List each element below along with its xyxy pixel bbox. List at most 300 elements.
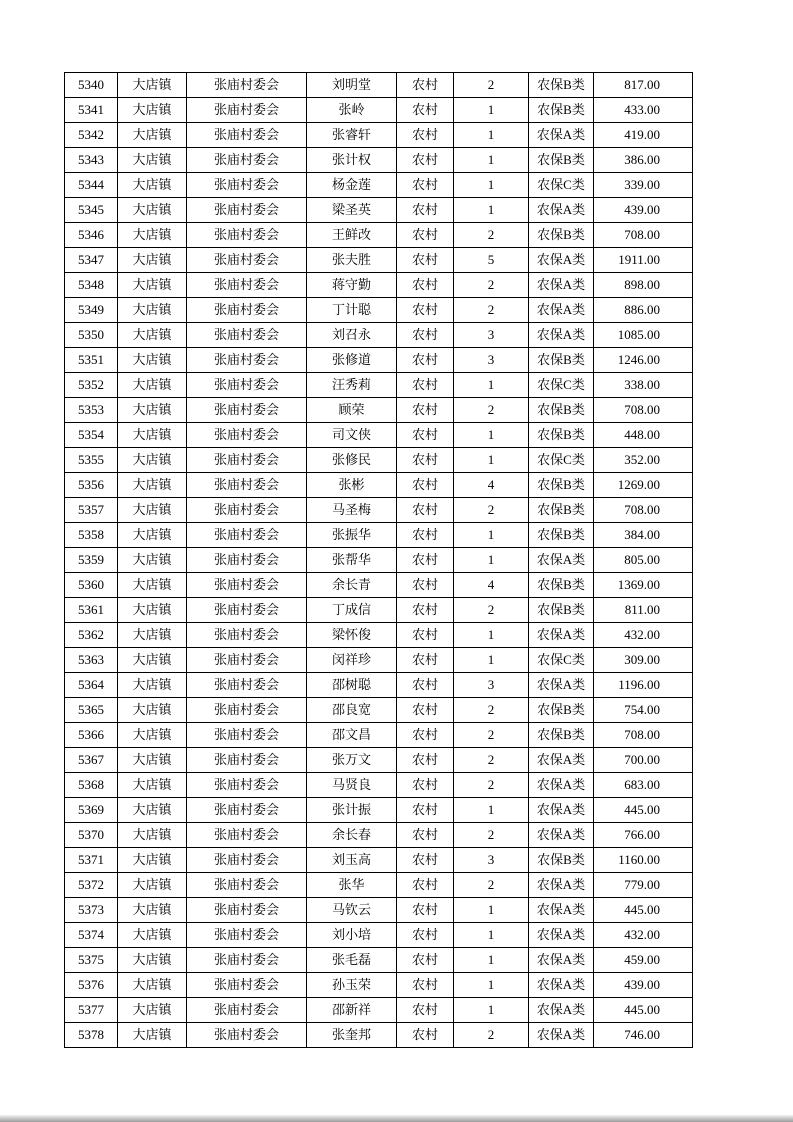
cell-insurance: 农保B类 — [529, 73, 594, 98]
cell-town: 大店镇 — [118, 848, 187, 873]
cell-insurance: 农保C类 — [529, 448, 594, 473]
cell-count: 2 — [454, 273, 529, 298]
cell-amount: 708.00 — [594, 723, 693, 748]
cell-insurance: 农保A类 — [529, 623, 594, 648]
table-row — [65, 598, 693, 623]
cell-insurance: 农保B类 — [529, 573, 594, 598]
cell-town: 大店镇 — [118, 448, 187, 473]
cell-category: 农村 — [397, 623, 454, 648]
cell-count: 2 — [454, 748, 529, 773]
cell-village: 张庙村委会 — [187, 773, 307, 798]
cell-count: 1 — [454, 98, 529, 123]
cell-id: 5345 — [65, 198, 118, 223]
cell-category: 农村 — [397, 748, 454, 773]
cell-amount: 1160.00 — [594, 848, 693, 873]
cell-id: 5368 — [65, 773, 118, 798]
cell-category: 农村 — [397, 723, 454, 748]
cell-amount: 1196.00 — [594, 673, 693, 698]
cell-amount: 1369.00 — [594, 573, 693, 598]
cell-name: 张夫胜 — [307, 248, 397, 273]
cell-id: 5366 — [65, 723, 118, 748]
cell-insurance: 农保A类 — [529, 248, 594, 273]
cell-category: 农村 — [397, 673, 454, 698]
cell-category: 农村 — [397, 923, 454, 948]
cell-count: 1 — [454, 798, 529, 823]
table-row — [65, 573, 693, 598]
cell-count: 2 — [454, 723, 529, 748]
cell-id: 5362 — [65, 623, 118, 648]
cell-id: 5377 — [65, 998, 118, 1023]
cell-category: 农村 — [397, 998, 454, 1023]
cell-count: 3 — [454, 323, 529, 348]
cell-id: 5369 — [65, 798, 118, 823]
cell-town: 大店镇 — [118, 148, 187, 173]
cell-insurance: 农保B类 — [529, 348, 594, 373]
cell-village: 张庙村委会 — [187, 823, 307, 848]
cell-count: 1 — [454, 948, 529, 973]
cell-town: 大店镇 — [118, 873, 187, 898]
cell-name: 余长春 — [307, 823, 397, 848]
table-row — [65, 248, 693, 273]
cell-village: 张庙村委会 — [187, 798, 307, 823]
cell-insurance: 农保A类 — [529, 898, 594, 923]
cell-insurance: 农保B类 — [529, 473, 594, 498]
cell-town: 大店镇 — [118, 773, 187, 798]
cell-id: 5342 — [65, 123, 118, 148]
cell-amount: 766.00 — [594, 823, 693, 848]
cell-count: 2 — [454, 598, 529, 623]
table-body — [65, 73, 693, 1048]
table-row — [65, 448, 693, 473]
cell-village: 张庙村委会 — [187, 498, 307, 523]
cell-village: 张庙村委会 — [187, 273, 307, 298]
cell-insurance: 农保B类 — [529, 848, 594, 873]
table-row — [65, 348, 693, 373]
cell-name: 张毛磊 — [307, 948, 397, 973]
cell-village: 张庙村委会 — [187, 873, 307, 898]
cell-insurance: 农保A类 — [529, 123, 594, 148]
cell-category: 农村 — [397, 498, 454, 523]
cell-town: 大店镇 — [118, 898, 187, 923]
cell-name: 余长青 — [307, 573, 397, 598]
cell-count: 1 — [454, 448, 529, 473]
cell-id: 5360 — [65, 573, 118, 598]
cell-id: 5346 — [65, 223, 118, 248]
table-row — [65, 148, 693, 173]
cell-id: 5375 — [65, 948, 118, 973]
cell-amount: 386.00 — [594, 148, 693, 173]
cell-town: 大店镇 — [118, 673, 187, 698]
table-row — [65, 1023, 693, 1048]
cell-amount: 1911.00 — [594, 248, 693, 273]
cell-town: 大店镇 — [118, 623, 187, 648]
cell-name: 邵良宽 — [307, 698, 397, 723]
cell-category: 农村 — [397, 348, 454, 373]
cell-count: 1 — [454, 373, 529, 398]
cell-name: 张彬 — [307, 473, 397, 498]
cell-count: 1 — [454, 523, 529, 548]
cell-village: 张庙村委会 — [187, 998, 307, 1023]
table-row — [65, 798, 693, 823]
cell-category: 农村 — [397, 98, 454, 123]
cell-id: 5357 — [65, 498, 118, 523]
cell-count: 1 — [454, 173, 529, 198]
cell-id: 5371 — [65, 848, 118, 873]
cell-town: 大店镇 — [118, 223, 187, 248]
cell-amount: 779.00 — [594, 873, 693, 898]
cell-amount: 445.00 — [594, 798, 693, 823]
cell-insurance: 农保B类 — [529, 98, 594, 123]
cell-category: 农村 — [397, 848, 454, 873]
table-row — [65, 548, 693, 573]
cell-category: 农村 — [397, 323, 454, 348]
cell-id: 5341 — [65, 98, 118, 123]
cell-id: 5370 — [65, 823, 118, 848]
cell-insurance: 农保B类 — [529, 223, 594, 248]
cell-id: 5343 — [65, 148, 118, 173]
cell-id: 5348 — [65, 273, 118, 298]
cell-category: 农村 — [397, 898, 454, 923]
cell-id: 5373 — [65, 898, 118, 923]
table-row — [65, 923, 693, 948]
cell-insurance: 农保B类 — [529, 423, 594, 448]
cell-count: 2 — [454, 223, 529, 248]
cell-town: 大店镇 — [118, 123, 187, 148]
cell-town: 大店镇 — [118, 373, 187, 398]
cell-name: 梁怀俊 — [307, 623, 397, 648]
cell-category: 农村 — [397, 73, 454, 98]
cell-count: 1 — [454, 623, 529, 648]
cell-village: 张庙村委会 — [187, 973, 307, 998]
table-row — [65, 898, 693, 923]
cell-amount: 459.00 — [594, 948, 693, 973]
cell-village: 张庙村委会 — [187, 548, 307, 573]
cell-name: 张岭 — [307, 98, 397, 123]
cell-category: 农村 — [397, 173, 454, 198]
cell-insurance: 农保A类 — [529, 673, 594, 698]
cell-insurance: 农保B类 — [529, 523, 594, 548]
cell-category: 农村 — [397, 198, 454, 223]
cell-village: 张庙村委会 — [187, 123, 307, 148]
cell-count: 1 — [454, 998, 529, 1023]
cell-village: 张庙村委会 — [187, 323, 307, 348]
cell-count: 1 — [454, 198, 529, 223]
cell-category: 农村 — [397, 1023, 454, 1048]
cell-name: 张帮华 — [307, 548, 397, 573]
table-row — [65, 223, 693, 248]
cell-category: 农村 — [397, 773, 454, 798]
cell-id: 5350 — [65, 323, 118, 348]
cell-village: 张庙村委会 — [187, 373, 307, 398]
cell-name: 顾荣 — [307, 398, 397, 423]
cell-name: 王鲜改 — [307, 223, 397, 248]
cell-id: 5358 — [65, 523, 118, 548]
cell-insurance: 农保C类 — [529, 648, 594, 673]
cell-id: 5374 — [65, 923, 118, 948]
cell-category: 农村 — [397, 548, 454, 573]
cell-name: 张计权 — [307, 148, 397, 173]
cell-insurance: 农保B类 — [529, 398, 594, 423]
cell-category: 农村 — [397, 273, 454, 298]
table-row — [65, 98, 693, 123]
cell-count: 1 — [454, 973, 529, 998]
cell-town: 大店镇 — [118, 423, 187, 448]
cell-insurance: 农保C类 — [529, 173, 594, 198]
cell-town: 大店镇 — [118, 698, 187, 723]
cell-name: 马圣梅 — [307, 498, 397, 523]
cell-amount: 700.00 — [594, 748, 693, 773]
benefits-table-container — [64, 72, 693, 1048]
cell-category: 农村 — [397, 373, 454, 398]
cell-name: 汪秀莉 — [307, 373, 397, 398]
cell-category: 农村 — [397, 823, 454, 848]
cell-name: 孙玉荣 — [307, 973, 397, 998]
table-row — [65, 948, 693, 973]
cell-amount: 338.00 — [594, 373, 693, 398]
cell-name: 梁圣英 — [307, 198, 397, 223]
cell-id: 5347 — [65, 248, 118, 273]
cell-village: 张庙村委会 — [187, 848, 307, 873]
cell-id: 5376 — [65, 973, 118, 998]
cell-village: 张庙村委会 — [187, 423, 307, 448]
cell-amount: 811.00 — [594, 598, 693, 623]
cell-village: 张庙村委会 — [187, 723, 307, 748]
table-row — [65, 398, 693, 423]
table-row — [65, 423, 693, 448]
cell-category: 农村 — [397, 473, 454, 498]
cell-amount: 746.00 — [594, 1023, 693, 1048]
cell-count: 3 — [454, 673, 529, 698]
cell-id: 5340 — [65, 73, 118, 98]
cell-insurance: 农保A类 — [529, 273, 594, 298]
cell-category: 农村 — [397, 873, 454, 898]
cell-village: 张庙村委会 — [187, 398, 307, 423]
cell-amount: 708.00 — [594, 223, 693, 248]
cell-village: 张庙村委会 — [187, 98, 307, 123]
cell-amount: 309.00 — [594, 648, 693, 673]
cell-village: 张庙村委会 — [187, 623, 307, 648]
table-row — [65, 123, 693, 148]
cell-id: 5361 — [65, 598, 118, 623]
cell-name: 丁成信 — [307, 598, 397, 623]
cell-insurance: 农保A类 — [529, 923, 594, 948]
cell-count: 4 — [454, 573, 529, 598]
cell-town: 大店镇 — [118, 523, 187, 548]
cell-count: 1 — [454, 423, 529, 448]
cell-village: 张庙村委会 — [187, 223, 307, 248]
cell-count: 2 — [454, 873, 529, 898]
cell-town: 大店镇 — [118, 298, 187, 323]
cell-name: 张睿轩 — [307, 123, 397, 148]
cell-insurance: 农保A类 — [529, 998, 594, 1023]
cell-amount: 805.00 — [594, 548, 693, 573]
cell-category: 农村 — [397, 598, 454, 623]
cell-village: 张庙村委会 — [187, 673, 307, 698]
cell-count: 2 — [454, 1023, 529, 1048]
cell-amount: 886.00 — [594, 298, 693, 323]
cell-count: 1 — [454, 123, 529, 148]
cell-count: 2 — [454, 823, 529, 848]
cell-town: 大店镇 — [118, 998, 187, 1023]
table-row — [65, 173, 693, 198]
cell-town: 大店镇 — [118, 1023, 187, 1048]
cell-town: 大店镇 — [118, 273, 187, 298]
cell-village: 张庙村委会 — [187, 148, 307, 173]
cell-name: 张计振 — [307, 798, 397, 823]
table-row — [65, 973, 693, 998]
cell-insurance: 农保A类 — [529, 773, 594, 798]
table-row — [65, 748, 693, 773]
table-row — [65, 823, 693, 848]
cell-insurance: 农保A类 — [529, 548, 594, 573]
cell-count: 3 — [454, 848, 529, 873]
cell-insurance: 农保A类 — [529, 948, 594, 973]
cell-name: 刘小培 — [307, 923, 397, 948]
cell-count: 2 — [454, 498, 529, 523]
table-row — [65, 498, 693, 523]
cell-count: 5 — [454, 248, 529, 273]
cell-name: 杨金莲 — [307, 173, 397, 198]
cell-count: 1 — [454, 548, 529, 573]
cell-category: 农村 — [397, 423, 454, 448]
cell-amount: 1246.00 — [594, 348, 693, 373]
cell-category: 农村 — [397, 123, 454, 148]
cell-town: 大店镇 — [118, 573, 187, 598]
cell-id: 5378 — [65, 1023, 118, 1048]
cell-name: 张修民 — [307, 448, 397, 473]
cell-town: 大店镇 — [118, 398, 187, 423]
cell-id: 5353 — [65, 398, 118, 423]
cell-insurance: 农保B类 — [529, 598, 594, 623]
cell-id: 5352 — [65, 373, 118, 398]
cell-id: 5349 — [65, 298, 118, 323]
table-row — [65, 848, 693, 873]
table-row — [65, 198, 693, 223]
cell-name: 张万文 — [307, 748, 397, 773]
cell-town: 大店镇 — [118, 98, 187, 123]
cell-town: 大店镇 — [118, 973, 187, 998]
cell-name: 马贤良 — [307, 773, 397, 798]
cell-name: 张奎邦 — [307, 1023, 397, 1048]
table-row — [65, 298, 693, 323]
cell-insurance: 农保C类 — [529, 373, 594, 398]
cell-insurance: 农保A类 — [529, 1023, 594, 1048]
table-row — [65, 723, 693, 748]
cell-village: 张庙村委会 — [187, 898, 307, 923]
cell-name: 司文侠 — [307, 423, 397, 448]
cell-village: 张庙村委会 — [187, 348, 307, 373]
cell-town: 大店镇 — [118, 323, 187, 348]
cell-category: 农村 — [397, 648, 454, 673]
cell-category: 农村 — [397, 573, 454, 598]
cell-village: 张庙村委会 — [187, 523, 307, 548]
cell-count: 2 — [454, 698, 529, 723]
cell-insurance: 农保A类 — [529, 323, 594, 348]
cell-town: 大店镇 — [118, 498, 187, 523]
cell-amount: 708.00 — [594, 498, 693, 523]
cell-id: 5359 — [65, 548, 118, 573]
cell-count: 1 — [454, 923, 529, 948]
cell-village: 张庙村委会 — [187, 173, 307, 198]
cell-id: 5363 — [65, 648, 118, 673]
cell-category: 农村 — [397, 248, 454, 273]
cell-insurance: 农保A类 — [529, 298, 594, 323]
cell-insurance: 农保A类 — [529, 198, 594, 223]
cell-town: 大店镇 — [118, 173, 187, 198]
cell-amount: 448.00 — [594, 423, 693, 448]
cell-name: 张振华 — [307, 523, 397, 548]
cell-village: 张庙村委会 — [187, 298, 307, 323]
cell-category: 农村 — [397, 698, 454, 723]
cell-town: 大店镇 — [118, 73, 187, 98]
cell-town: 大店镇 — [118, 823, 187, 848]
table-row — [65, 648, 693, 673]
table-row — [65, 998, 693, 1023]
cell-id: 5364 — [65, 673, 118, 698]
cell-amount: 683.00 — [594, 773, 693, 798]
cell-name: 邵文昌 — [307, 723, 397, 748]
cell-insurance: 农保A类 — [529, 798, 594, 823]
table-row — [65, 873, 693, 898]
cell-insurance: 农保A类 — [529, 748, 594, 773]
cell-category: 农村 — [397, 798, 454, 823]
cell-count: 1 — [454, 148, 529, 173]
cell-name: 闵祥珍 — [307, 648, 397, 673]
cell-village: 张庙村委会 — [187, 648, 307, 673]
table-row — [65, 373, 693, 398]
cell-count: 2 — [454, 73, 529, 98]
cell-amount: 352.00 — [594, 448, 693, 473]
table-row — [65, 623, 693, 648]
cell-category: 农村 — [397, 148, 454, 173]
cell-id: 5351 — [65, 348, 118, 373]
cell-insurance: 农保A类 — [529, 873, 594, 898]
cell-id: 5372 — [65, 873, 118, 898]
cell-id: 5367 — [65, 748, 118, 773]
cell-village: 张庙村委会 — [187, 1023, 307, 1048]
cell-town: 大店镇 — [118, 548, 187, 573]
cell-amount: 708.00 — [594, 398, 693, 423]
cell-name: 张华 — [307, 873, 397, 898]
cell-id: 5354 — [65, 423, 118, 448]
cell-amount: 817.00 — [594, 73, 693, 98]
cell-name: 马钦云 — [307, 898, 397, 923]
table-row — [65, 273, 693, 298]
cell-category: 农村 — [397, 948, 454, 973]
cell-name: 丁计聪 — [307, 298, 397, 323]
cell-town: 大店镇 — [118, 748, 187, 773]
cell-town: 大店镇 — [118, 198, 187, 223]
cell-amount: 432.00 — [594, 623, 693, 648]
cell-name: 刘召永 — [307, 323, 397, 348]
cell-town: 大店镇 — [118, 923, 187, 948]
cell-count: 3 — [454, 348, 529, 373]
table-row — [65, 773, 693, 798]
cell-category: 农村 — [397, 523, 454, 548]
cell-insurance: 农保B类 — [529, 698, 594, 723]
cell-amount: 445.00 — [594, 898, 693, 923]
cell-id: 5356 — [65, 473, 118, 498]
cell-count: 1 — [454, 898, 529, 923]
cell-id: 5355 — [65, 448, 118, 473]
cell-insurance: 农保B类 — [529, 148, 594, 173]
cell-amount: 339.00 — [594, 173, 693, 198]
cell-town: 大店镇 — [118, 723, 187, 748]
cell-amount: 445.00 — [594, 998, 693, 1023]
cell-town: 大店镇 — [118, 473, 187, 498]
cell-town: 大店镇 — [118, 948, 187, 973]
cell-id: 5344 — [65, 173, 118, 198]
